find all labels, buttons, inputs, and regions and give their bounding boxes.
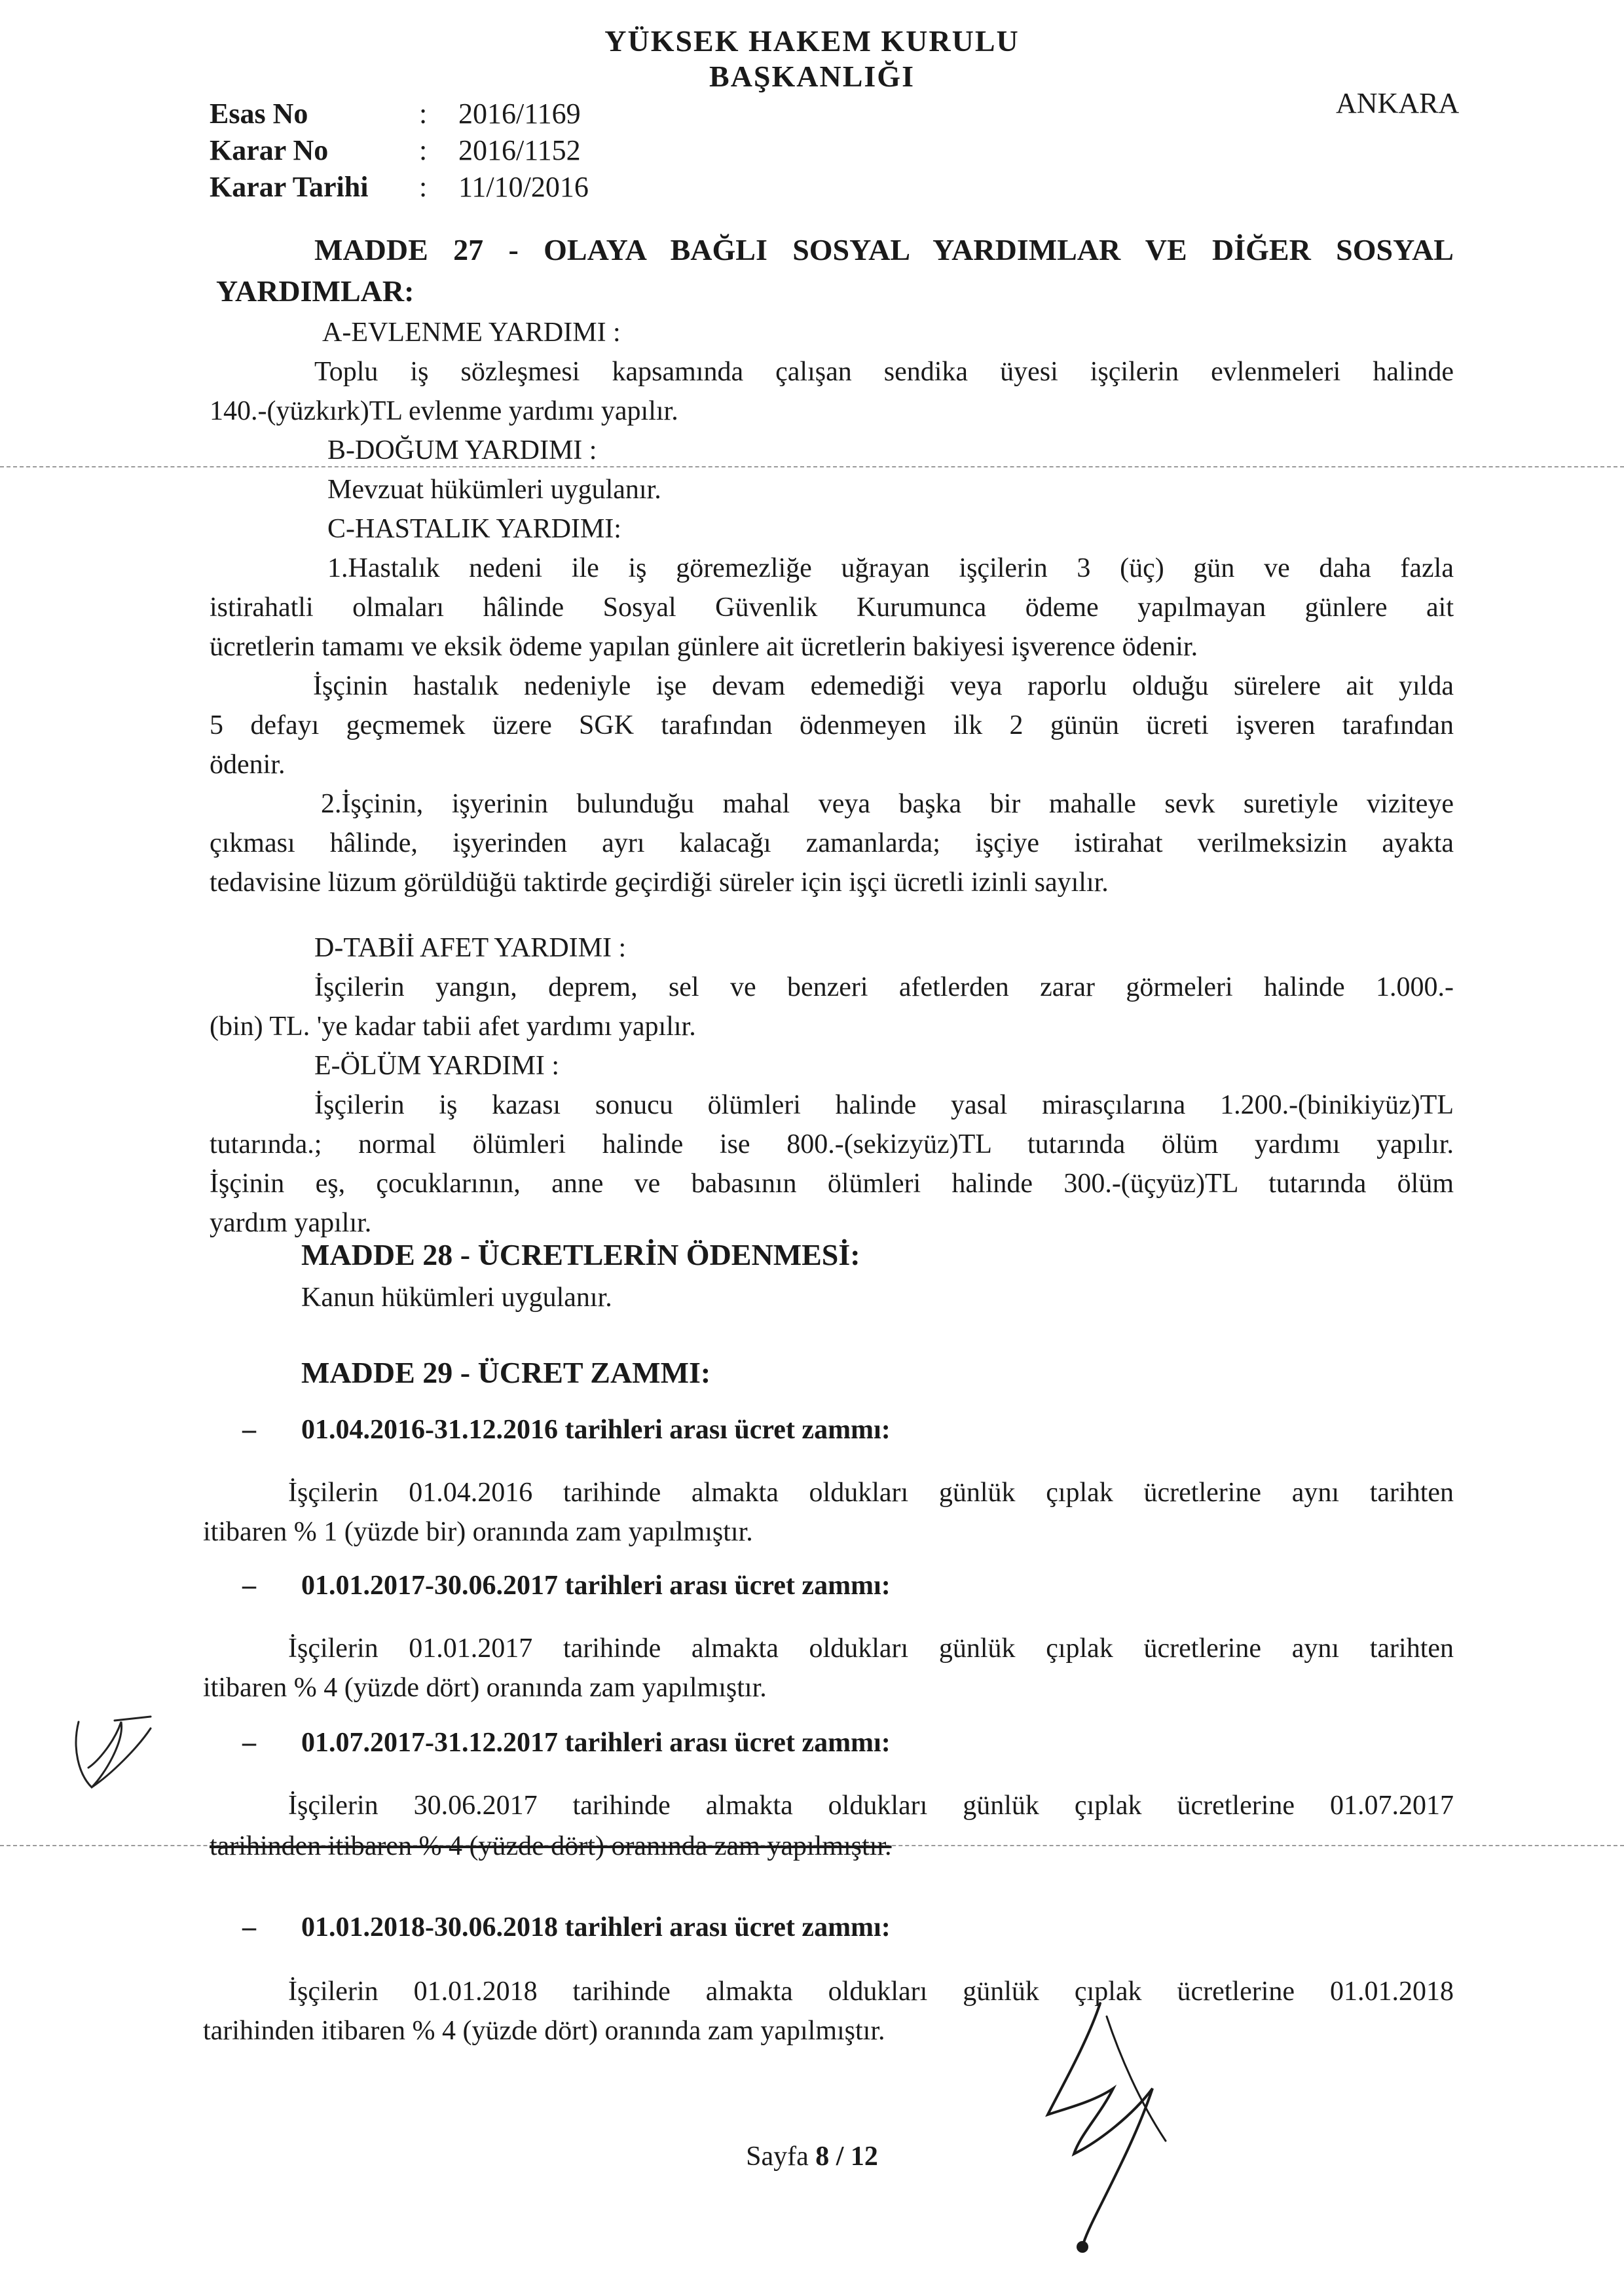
raise-item-line1: İşçilerin 01.01.2017 tarihinde almakta oldukları günlük çıplak ücretlerine aynı tarihten — [288, 1633, 1454, 1664]
section-e-line3: İşçinin eş, çocuklarının, anne ve babasının ölümleri halinde 300.-(üçyüz)TL tutarında ölüm — [210, 1169, 1454, 1199]
raise-item-line2-struck: tarihinden itibaren % 4 (yüzde dört) oranında zam yapılmıştır. — [210, 1831, 892, 1861]
madde27-title-line2: YARDIMLAR: — [216, 274, 415, 308]
raise-item-line1: İşçilerin 01.01.2018 tarihinde almakta oldukları günlük çıplak ücretlerine 01.01.2018 — [288, 1977, 1454, 2007]
raise-item-line2: itibaren % 4 (yüzde dört) oranında zam yapılmıştır. — [203, 1673, 767, 1703]
scan-artifact-line — [0, 466, 1624, 467]
madde28-text: Kanun hükümleri uygulanır. — [301, 1283, 612, 1313]
raise-item-line1: İşçilerin 30.06.2017 tarihinde almakta oldukları günlük çıplak ücretlerine 01.07.2017 — [288, 1791, 1454, 1821]
madde29-title: MADDE 29 - ÜCRET ZAMMI: — [301, 1356, 711, 1389]
section-c1b-line1: İşçinin hastalık nedeniyle işe devam edemediği veya raporlu olduğu sürelere ait yılda — [313, 671, 1454, 701]
raise-item-line2: tarihinden itibaren % 4 (yüzde dört) oranında zam yapılmıştır. — [203, 2016, 885, 2046]
section-c2-line1: 2.İşçinin, işyerinin bulunduğu mahal veya başka bir mahalle sevk suretiyle viziteye — [321, 789, 1454, 819]
meta-block — [210, 96, 589, 206]
meta-row-karar: Karar No : 2016/1152 — [210, 132, 589, 169]
meta-row-esas: Esas No : 2016/1169 — [210, 96, 589, 132]
section-e-line4: yardım yapılır. — [210, 1208, 372, 1238]
meta-label: Karar No — [210, 134, 329, 166]
section-c2-line3: tedavisine lüzum görüldüğü taktirde geçirdiği süreler için işçi ücretli izinli sayılır. — [210, 867, 1109, 898]
section-e-line2: tutarında.; normal ölümleri halinde ise 800.-(sekizyüz)TL tutarında ölüm yardımı yapılır. — [210, 1129, 1454, 1159]
section-a-line2: 140.-(yüzkırk)TL evlenme yardımı yapılır. — [210, 396, 678, 426]
section-c1-line3: ücretlerin tamamı ve eksik ödeme yapılan günlere ait ücretlerin bakiyesi işverence ödenir. — [210, 632, 1198, 662]
madde27-title-line1: MADDE 27 - OLAYA BAĞLI SOSYAL YARDIMLAR VE DİĞER SOSYAL — [314, 233, 1454, 266]
section-d-line1: İşçilerin yangın, deprem, sel ve benzeri afetlerden zarar görmeleri halinde 1.000.- — [314, 972, 1454, 1002]
section-a-title: A-EVLENME YARDIMI : — [322, 318, 621, 348]
raise-item-heading: – 01.01.2017-30.06.2017 tarihleri arası ücret zammı: — [242, 1571, 891, 1601]
section-b-title: B-DOĞUM YARDIMI : — [327, 435, 597, 465]
city-label: ANKARA — [1336, 87, 1460, 119]
section-c2-line2: çıkması hâlinde, işyerinden ayrı kalacağı zamanlarda; işçiye istirahat verilmeksizin ayakta — [210, 828, 1454, 858]
section-d-title: D-TABİİ AFET YARDIMI : — [314, 933, 627, 963]
section-e-line1: İşçilerin iş kazası sonucu ölümleri halinde yasal mirasçılarına 1.200.-(binikiyüz)TL — [314, 1090, 1454, 1120]
org-title-line1: YÜKSEK HAKEM KURULU — [604, 24, 1020, 58]
raise-item-line1: İşçilerin 01.04.2016 tarihinde almakta oldukları günlük çıplak ücretlerine aynı tarihten — [288, 1478, 1454, 1508]
meta-label: Karar Tarihi — [210, 171, 369, 203]
raise-item-line2: itibaren % 1 (yüzde bir) oranında zam yapılmıştır. — [203, 1517, 753, 1547]
meta-row-tarih: Karar Tarihi : 11/10/2016 — [210, 169, 589, 206]
org-title-line2: BAŞKANLIĞI — [709, 60, 915, 93]
section-e-title: E-ÖLÜM YARDIMI : — [314, 1051, 560, 1081]
section-c-title: C-HASTALIK YARDIMI: — [327, 514, 621, 544]
meta-value: 2016/1169 — [458, 98, 581, 130]
section-a-line1: Toplu iş sözleşmesi kapsamında çalışan sendika üyesi işçilerin evlenmeleri halinde — [314, 357, 1454, 387]
section-c1b-line3: ödenir. — [210, 750, 286, 780]
section-b-text: Mevzuat hükümleri uygulanır. — [327, 475, 661, 505]
section-c1-line2: istirahatli olmaları hâlinde Sosyal Güvenlik Kurumunca ödeme yapılmayan günlere ait — [210, 592, 1454, 623]
section-d-line2: (bin) TL. 'ye kadar tabii afet yardımı yapılır. — [210, 1011, 696, 1042]
section-c1-line1: 1.Hastalık nedeni ile iş göremezliğe uğrayan işçilerin 3 (üç) gün ve daha fazla — [327, 553, 1454, 583]
meta-value: 2016/1152 — [458, 134, 581, 166]
page-number: Sayfa 8 / 12 — [746, 2141, 878, 2172]
signature-icon — [1022, 1990, 1192, 2265]
raise-item-heading: – 01.04.2016-31.12.2016 tarihleri arası ücret zammı: — [242, 1415, 891, 1445]
meta-label: Esas No — [210, 98, 308, 130]
raise-item-heading: – 01.07.2017-31.12.2017 tarihleri arası ücret zammı: — [242, 1728, 891, 1758]
raise-item-heading: – 01.01.2018-30.06.2018 tarihleri arası ücret zammı: — [242, 1912, 891, 1942]
section-c1b-line2: 5 defayı geçmemek üzere SGK tarafından ödenmeyen ilk 2 günün ücreti işveren tarafından — [210, 710, 1454, 740]
madde28-title: MADDE 28 - ÜCRETLERİN ÖDENMESİ: — [301, 1238, 860, 1271]
meta-value: 11/10/2016 — [458, 171, 589, 203]
initials-signature-icon — [52, 1702, 164, 1807]
